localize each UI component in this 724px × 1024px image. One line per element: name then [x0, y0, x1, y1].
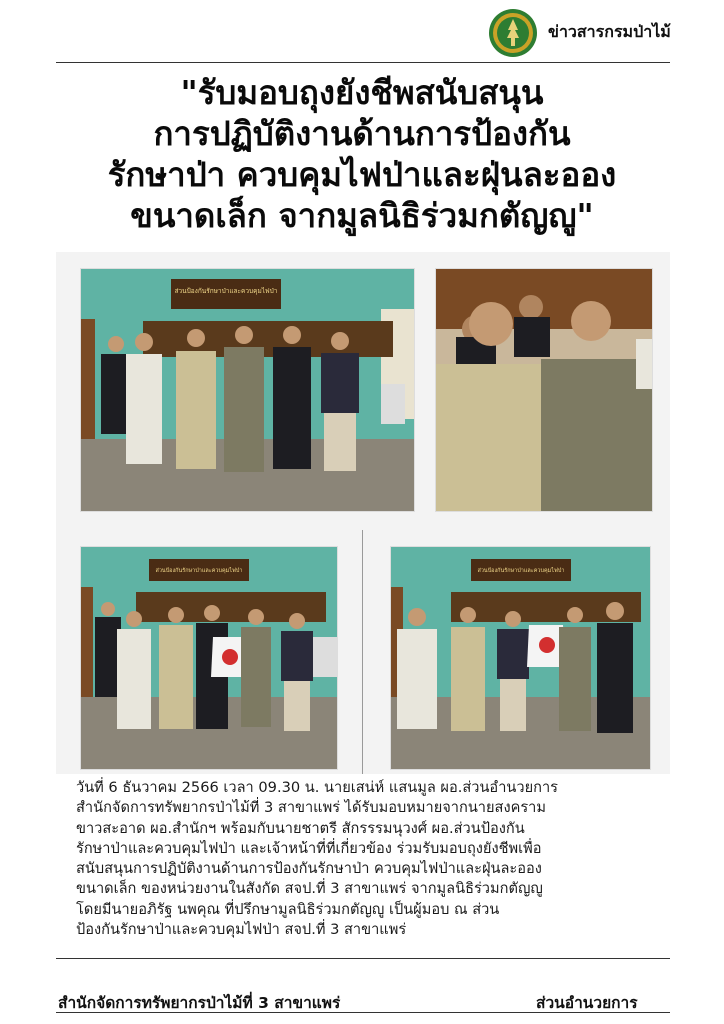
body-line: ขาวสะอาด ผอ.สำนักฯ พร้อมกับนายชาตรี สักรรรมนุวงศ์ ผอ.ส่วนป้องกัน — [76, 819, 525, 837]
headline-line: รักษาป่า ควบคุมไฟป่าและฝุ่นละออง — [107, 155, 617, 194]
body-line: วันที่ 6 ธันวาคม 2566 เวลา 09.30 น. นายเสน่ห์ แสนมูล ผอ.ส่วนอำนวยการ — [76, 779, 558, 796]
header-label: ข่าวสารกรมป่าไม้ — [548, 22, 671, 41]
body-line: โดยมีนายอภิรัฐ นพคุณ ที่ปรึกษามูลนิธิร่วมกตัญญู เป็นผู้มอบ ณ ส่วน — [76, 900, 500, 918]
footer-division: ส่วนอำนวยการ — [536, 994, 638, 1012]
photo-officials-closeup — [435, 268, 653, 512]
headline-line: "รับมอบถุงยังชีพสนับสนุน — [180, 73, 544, 112]
body-line: รักษาป่าและควบคุมไฟป่า และเจ้าหน้าที่ที่เกี่ยวข้อง ร่วมรับมอบถุงยังชีพเพื่อ — [76, 839, 542, 857]
header-divider — [56, 62, 670, 63]
photo-bag-handover-right — [390, 546, 651, 770]
headline — [30, 72, 694, 236]
news-body — [76, 778, 676, 940]
body-line: สนับสนุนการปฏิบัติงานด้านการป้องกันรักษาป่า ควบคุมไฟป่าและฝุ่นละออง — [76, 860, 542, 878]
footer-divider-bottom — [56, 1012, 670, 1013]
banner-text: ส่วนป้องกันรักษาป่าและควบคุมไฟป่า — [174, 287, 278, 295]
body-line: ป้องกันรักษาป่าและควบคุมไฟป่า สจป.ที่ 3 สาขาแพร่ — [76, 921, 407, 939]
body-line: สำนักจัดการทรัพยากรป่าไม้ที่ 3 สาขาแพร่ ได้รับมอบหมายจากนายสงคราม — [76, 799, 546, 817]
banner-text: ส่วนป้องกันรักษาป่าและควบคุมไฟป่า — [477, 568, 565, 574]
photo-bag-handover-left — [80, 546, 338, 770]
royal-forest-department-seal-icon — [488, 8, 538, 58]
photo-divider — [362, 530, 363, 774]
headline-line: การปฏิบัติงานด้านการป้องกัน — [153, 114, 571, 153]
footer-department: สำนักจัดการทรัพยากรป่าไม้ที่ 3 สาขาแพร่ — [58, 994, 341, 1012]
photo-group-handover — [80, 268, 415, 512]
banner-text: ส่วนป้องกันรักษาป่าและควบคุมไฟป่า — [155, 568, 243, 574]
headline-line: ขนาดเล็ก จากมูลนิธิร่วมกตัญญู" — [130, 196, 594, 235]
body-line: ขนาดเล็ก ของหน่วยงานในสังกัด สจป.ที่ 3 สาขาแพร่ จากมูลนิธิร่วมกตัญญู — [76, 880, 543, 898]
footer-divider-top — [56, 958, 670, 959]
